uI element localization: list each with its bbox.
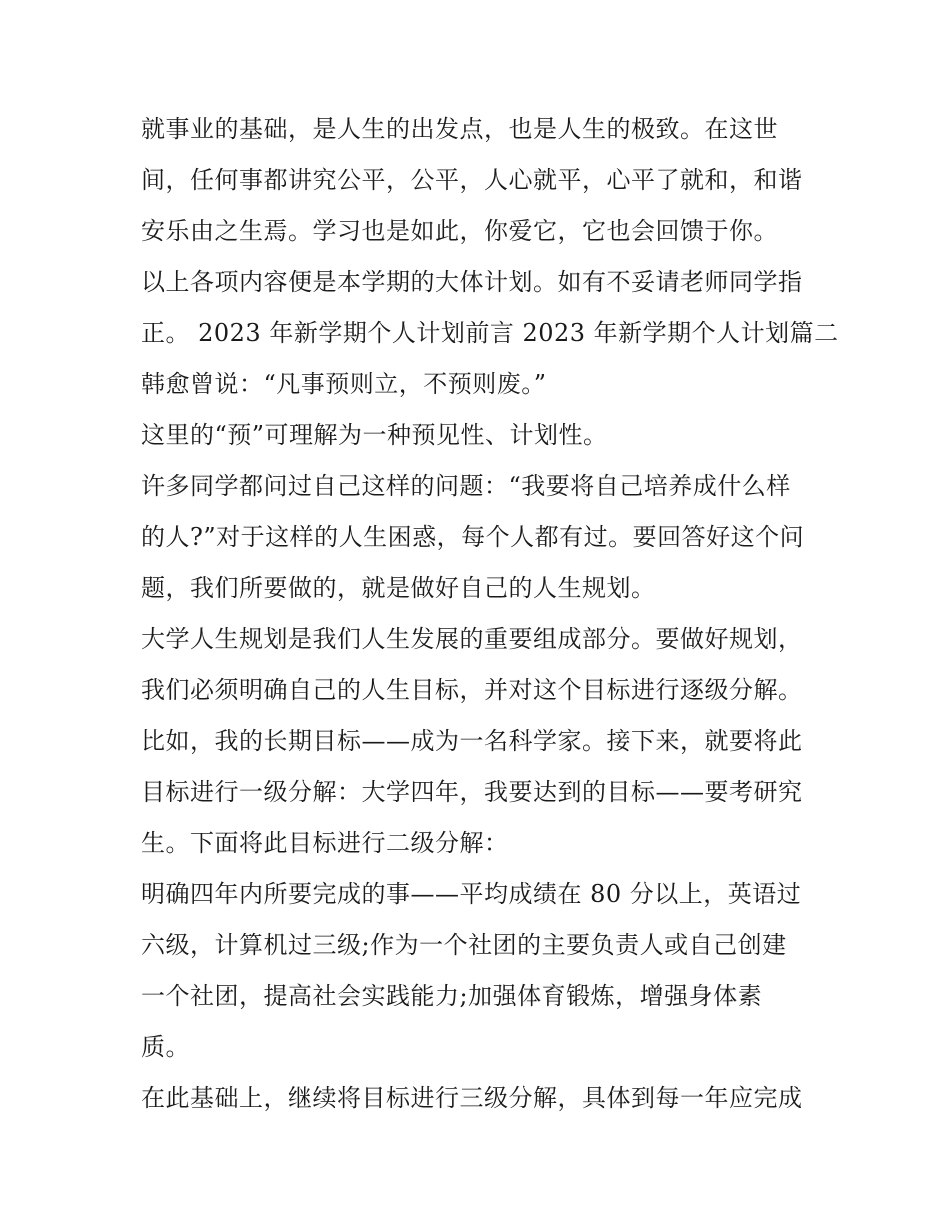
text-line: 我们必须明确自己的人生目标，并对这个目标进行逐级分解。	[141, 676, 803, 704]
text-line: 比如，我的长期目标——成为一名科学家。接下来，就要将此	[141, 727, 803, 755]
text-line: 间，任何事都讲究公平，公平，人心就平，心平了就和，和谐	[141, 166, 803, 194]
text-line: 安乐由之生焉。学习也是如此，你爱它，它也会回馈于你。	[141, 217, 778, 245]
text-line: 质。	[141, 1033, 190, 1061]
text-line: 在此基础上，继续将目标进行三级分解，具体到每一年应完成	[141, 1084, 803, 1112]
text-line: 这里的“预”可理解为一种预见性、计划性。	[141, 421, 608, 449]
text-line: 明确四年内所要完成的事——平均成绩在 80 分以上，英语过	[141, 880, 802, 908]
text-line: 的人?”对于这样的人生困惑，每个人都有过。要回答好这个问	[141, 523, 805, 551]
text-line: 六级，计算机过三级;作为一个社团的主要负责人或自己创建	[141, 931, 787, 959]
text-line: 正。 2023 年新学期个人计划前言 2023 年新学期个人计划篇二	[141, 319, 839, 347]
text-line: 就事业的基础，是人生的出发点，也是人生的极致。在这世	[141, 115, 778, 143]
text-line: 生。下面将此目标进行二级分解：	[141, 829, 509, 857]
text-line: 许多同学都问过自己这样的问题：“我要将自己培养成什么样	[141, 472, 791, 500]
text-line: 一个社团，提高社会实践能力;加强体育锻炼，增强身体素	[141, 982, 763, 1010]
text-line: 题，我们所要做的，就是做好自己的人生规划。	[141, 574, 656, 602]
text-line: 以上各项内容便是本学期的大体计划。如有不妥请老师同学指	[141, 268, 803, 296]
text-line: 韩愈曾说：“凡事预则立，不预则废。”	[141, 370, 547, 398]
text-line: 大学人生规划是我们人生发展的重要组成部分。要做好规划，	[141, 625, 803, 653]
text-line: 目标进行一级分解：大学四年，我要达到的目标——要考研究	[141, 778, 803, 806]
